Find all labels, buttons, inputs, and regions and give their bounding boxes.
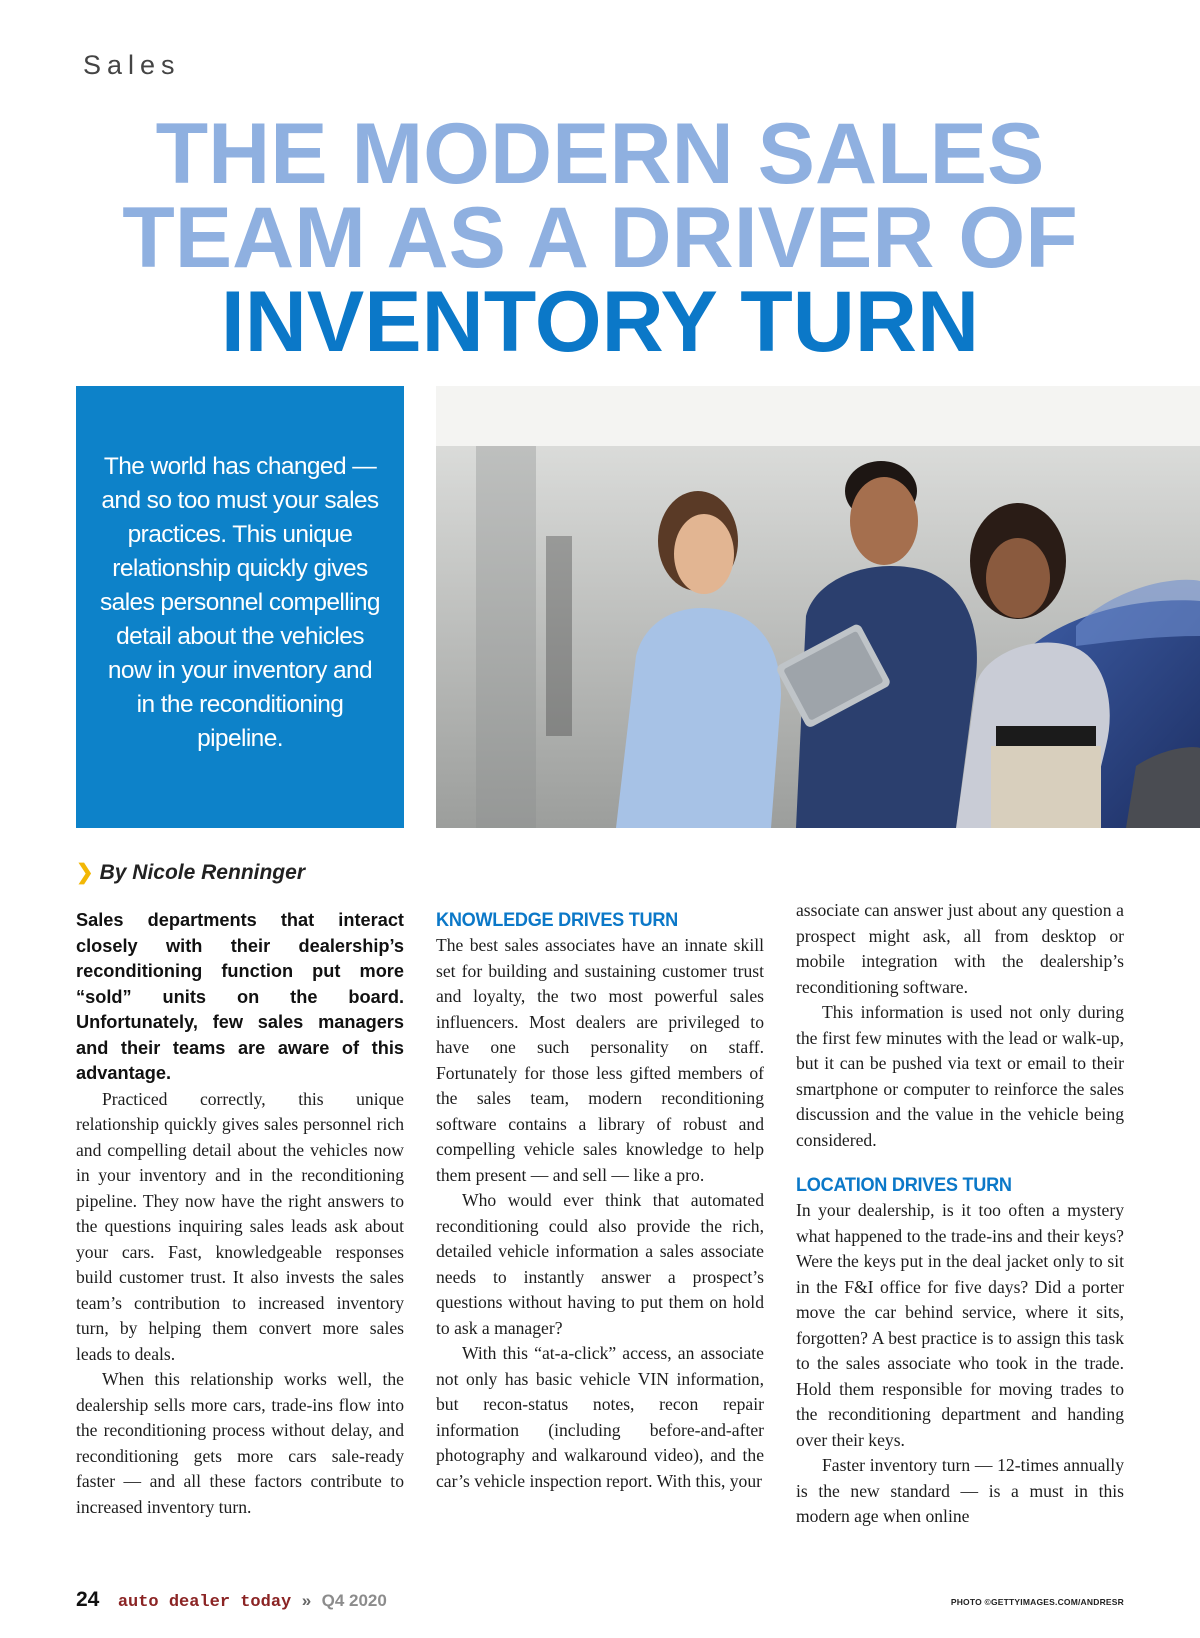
article-paragraph: Who would ever think that automated reconditioning could also provide the rich, detailed vehicle information a sales associate needs to instantly answer a prospect’s questions without having to put them on hold to ask a manager? — [436, 1190, 764, 1338]
section-label: Sales — [83, 50, 181, 80]
article-paragraph: With this “at-a-click” access, an associate not only has basic vehicle VIN information, but recon-status notes, recon repair information (including before-and-after photography and walkaround video), and the car’s vehicle inspection report. With this, your — [436, 1343, 764, 1491]
pullquote-box — [76, 386, 404, 828]
subhead-location-drives-turn: LOCATION DRIVES TURN — [796, 1174, 1012, 1196]
article-paragraph-continued: associate can answer just about any question a prospect might ask, all from desktop or mobile integration with the dealership’s reconditioning software. — [796, 900, 1124, 997]
page-number: 24 — [76, 1588, 100, 1611]
article-headline — [0, 106, 1200, 370]
chevron-right-icon: ❯ — [76, 861, 94, 884]
article-paragraph: When this relationship works well, the dealership sells more cars, trade-ins flow into the reconditioning process without delay, and reconditioning gets more cars sale-ready faster — and all these factors contribute to increased inventory turn. — [76, 1369, 404, 1517]
article-paragraph: In your dealership, is it too often a mystery what happened to the trade-ins and their keys? Were the keys put in the deal jacket only to sit in the F&I office for five days? Did a porter move the car behind service, where it sits, forgotten? A best practice is to assign this task to the sales associate who took in the trade. Hold them responsible for moving trades to the reconditioning department and handing over their keys. — [796, 1200, 1124, 1450]
page-footer — [76, 1588, 387, 1612]
byline-author: By Nicole Renninger — [99, 861, 305, 884]
article-paragraph: The best sales associates have an innate skill set for building and sustaining customer trust and loyalty, the two most powerful sales influencers. Most dealers are privileged to have one such personality on staff. Fortunately for those less gifted members of the sales team, modern reconditioning software contains a library of robust and compelling vehicle sales knowledge to help them present — and sell — like a pro. — [436, 935, 764, 1185]
hero-photo — [436, 386, 1200, 828]
byline — [76, 860, 305, 885]
subhead-knowledge-drives-turn: KNOWLEDGE DRIVES TURN — [436, 909, 679, 931]
article-column-3 — [796, 898, 1124, 1530]
article-column-2 — [436, 908, 764, 1494]
photo-credit: PHOTO ©GETTYIMAGES.COM/ANDRESR — [950, 1597, 1124, 1607]
issue-label: Q4 2020 — [321, 1591, 387, 1610]
salespeople-photo-illustration — [436, 386, 1200, 828]
article-column-1 — [76, 908, 404, 1520]
article-paragraph: This information is used not only during the first few minutes with the lead or walk-up, but it can be pushed via text or email to their smartphone or computer to reinforce the sales discussion and the value in the vehicle being considered. — [796, 1002, 1124, 1150]
pullquote-text: The world has changed — and so too must your sales practices. This unique relationship quickly gives sales personnel compelling detail about the vehicles now in your inventory and in the reconditioning pipeline. — [100, 453, 380, 752]
headline-line-1: THE MODERN SALES — [155, 106, 1045, 202]
footer-separator: » — [301, 1591, 312, 1610]
headline-line-2: TEAM AS A DRIVER OF — [122, 190, 1078, 286]
headline-line-3: INVENTORY TURN — [220, 274, 980, 370]
article-paragraph: Practiced correctly, this unique relationship quickly gives sales personnel rich and compelling detail about the vehicles now in your inventory and in the reconditioning pipeline. They now have the right answers to the questions inquiring sales leads ask about your cars. Fast, knowledgeable responses build customer trust. It also invests the sales team’s contribution to increased inventory turn, by helping them convert more sales leads to deals. — [76, 1088, 404, 1364]
article-lead-paragraph: Sales departments that interact closely with their dealership’s reconditioning function put more “sold” units on the board. Unfortunately, few sales managers and their teams are aware of this advantage. — [76, 910, 404, 1083]
article-paragraph: Faster inventory turn — 12-times annually is the new standard — is a must in this modern age when online — [796, 1455, 1124, 1526]
publication-name: auto dealer today — [117, 1593, 292, 1612]
